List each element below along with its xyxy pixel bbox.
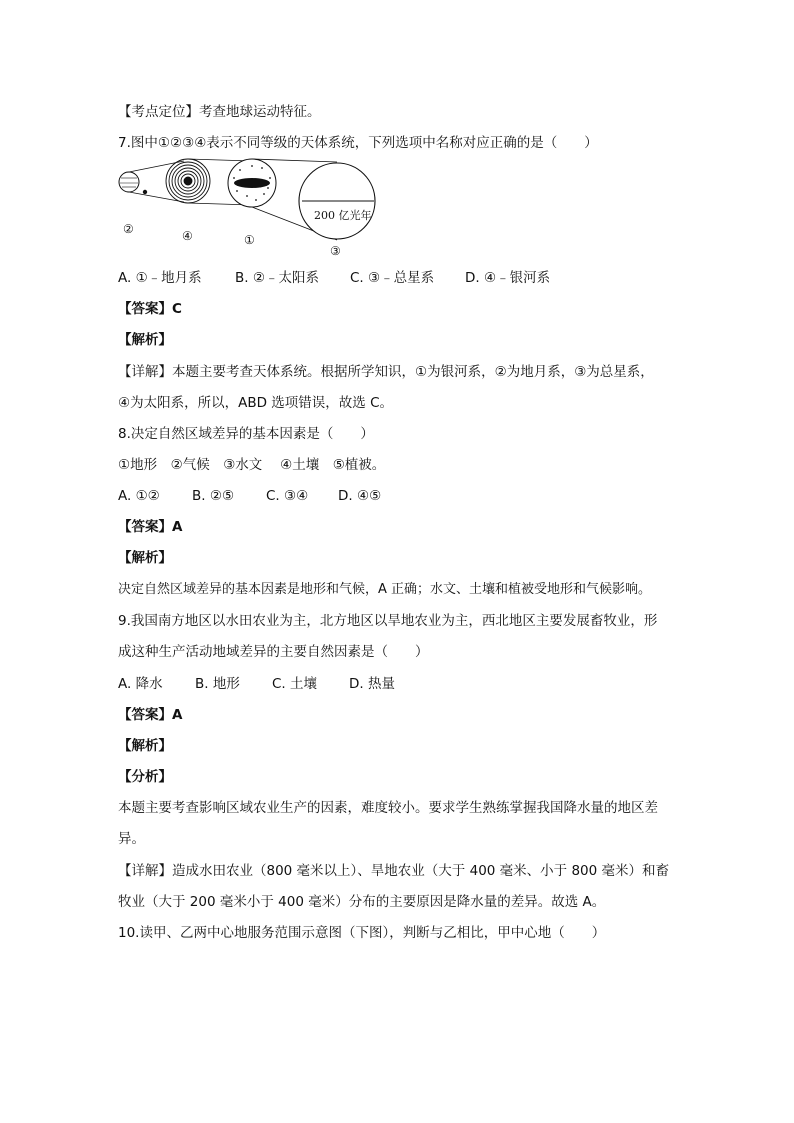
distance-label: 200 亿光年 (314, 209, 372, 222)
q7-options (118, 268, 550, 288)
option-a: A. ①﹣地月系 (118, 270, 202, 286)
solar-system-figure (166, 159, 210, 203)
option-c: C. 土壤 (272, 676, 318, 692)
label-3: ③ (330, 244, 341, 258)
q9-analysis-sub: 【分析】 (118, 769, 172, 785)
q7-stem: 7.图中①②③④表示不同等级的天体系统，下列选项中名称对应正确的是（ ） (118, 135, 598, 151)
q9-answer: 【答案】A (118, 707, 183, 723)
label-1: ① (244, 233, 255, 247)
q9-stem-1: 9.我国南方地区以水田农业为主，北方地区以旱地农业为主，西北地区主要发展畜牧业，形 (118, 613, 658, 629)
option-d: D. ④⑤ (338, 488, 382, 504)
q7-detail-1: 【详解】本题主要考查天体系统。根据所学知识，①为银河系，②为地月系，③为总星系， (118, 364, 654, 380)
option-a: A. ①② (118, 488, 160, 504)
q9-detail-2: 牧业（大于 200 毫米小于 400 毫米）分布的主要原因是降水量的差异。故选 A。 (118, 894, 606, 910)
label-4: ④ (182, 229, 193, 243)
option-d: D. ④﹣银河系 (465, 270, 551, 286)
q8-options (118, 486, 381, 506)
q9-options (118, 674, 395, 694)
q7-detail-2: ④为太阳系，所以，ABD 选项错误，故选 C。 (118, 395, 394, 411)
q7-analysis-head: 【解析】 (118, 332, 172, 348)
option-c: C. ③﹣总星系 (350, 270, 435, 286)
option-b: B. ②⑤ (192, 488, 235, 504)
q9-analysis-2: 异。 (118, 831, 145, 847)
option-b: B. 地形 (195, 676, 240, 692)
option-d: D. 热量 (349, 676, 395, 692)
celestial-system-diagram (112, 158, 382, 258)
label-2: ② (123, 222, 134, 236)
q8-analysis: 决定自然区域差异的基本因素是地形和气候，A 正确；水文、土壤和植被受地形和气候影响。 (118, 582, 652, 597)
option-c: C. ③④ (266, 488, 309, 504)
universe-figure (299, 163, 375, 239)
option-b: B. ②﹣太阳系 (235, 270, 319, 286)
q8-stem: 8.决定自然区域差异的基本因素是（ ） (118, 426, 374, 442)
q7-answer: 【答案】C (118, 301, 182, 317)
q8-factors: ①地形 ②气候 ③水文 ④土壤 ⑤植被。 (118, 457, 386, 473)
q6-point: 【考点定位】考查地球运动特征。 (118, 104, 321, 120)
q9-analysis-1: 本题主要考查影响区域农业生产的因素，难度较小。要求学生熟练掌握我国降水量的地区差 (118, 800, 658, 816)
q8-analysis-head: 【解析】 (118, 550, 172, 566)
q9-analysis-head: 【解析】 (118, 738, 172, 754)
q9-detail-1: 【详解】造成水田农业（800 毫米以上）、旱地农业（大于 400 毫米、小于 800 毫米）和畜 (118, 863, 670, 879)
q9-stem-2: 成这种生产活动地域差异的主要自然因素是（ ） (118, 644, 429, 660)
q8-answer: 【答案】A (118, 519, 183, 535)
earth-moon-system-figure (119, 172, 147, 194)
option-a: A. 降水 (118, 676, 163, 692)
q10-stem: 10.读甲、乙两中心地服务范围示意图（下图），判断与乙相比，甲中心地（ ） (118, 925, 606, 941)
galaxy-figure (228, 159, 276, 207)
